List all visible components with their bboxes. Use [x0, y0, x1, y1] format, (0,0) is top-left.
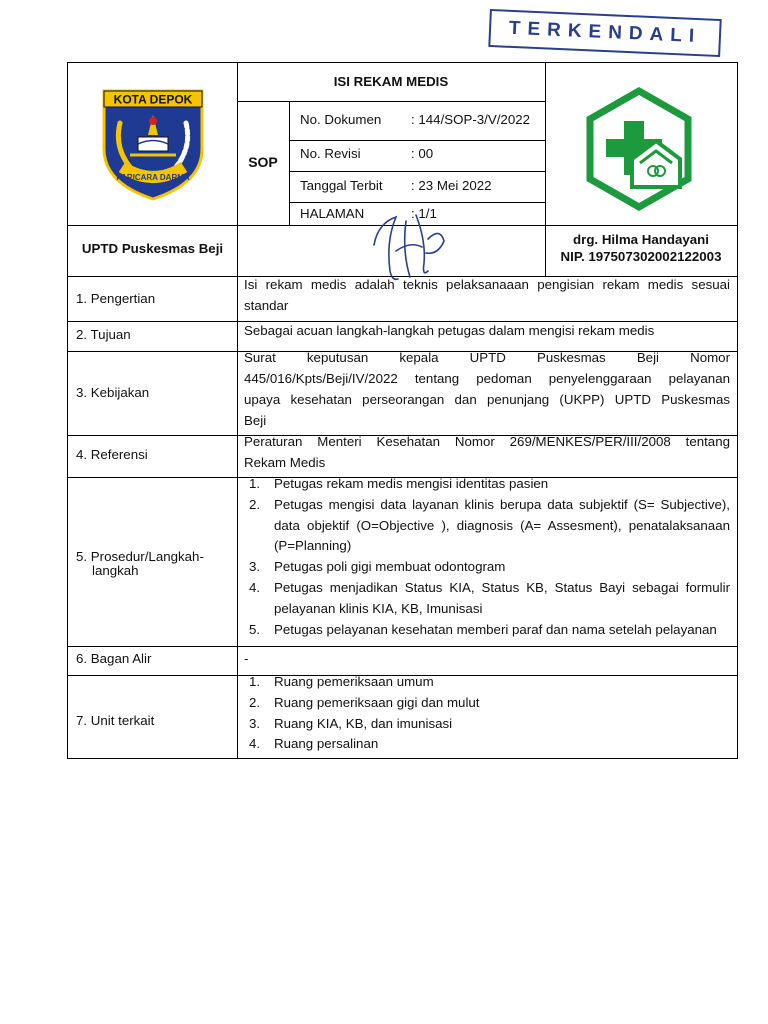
list-item [244, 557, 730, 578]
label-referensi: 4. Referensi [76, 447, 148, 462]
label-tujuan: 2. Tujuan [76, 327, 131, 342]
list-item [244, 474, 730, 495]
text-kebijakan-1: Surat keputusan kepala UPTD Puskesmas Beji Nomor [244, 350, 730, 365]
signer-name: drg. Hilma Handayani [573, 232, 709, 247]
org-name: UPTD Puskesmas Beji [81, 241, 224, 256]
meta-value-halaman: : 1/1 [411, 206, 437, 221]
list-item [244, 578, 730, 620]
text-pengertian: Isi rekam medis adalah teknis pelaksanaaan pengisian rekam medis sesuai [244, 277, 730, 292]
text-pengertian-2: standar [244, 298, 289, 313]
step-text: Petugas menjadikan Status KIA, Status KB, Status Bayi sebagai formulir pelayanan klinis KIA, KB, Imunisasi [274, 579, 730, 616]
step-number: 5. [249, 621, 261, 637]
meta-value-tanggal: : 23 Mei 2022 [411, 178, 492, 193]
list-item [244, 495, 730, 557]
label-prosedur-1: 5. Prosedur/Langkah- [76, 549, 204, 564]
text-referensi-1: Peraturan Menteri Kesehatan Nomor 269/MENKES/PER/III/2008 tentang [244, 434, 730, 449]
step-number: 1. [249, 476, 261, 491]
unit-number: 1. [249, 674, 261, 689]
signature-icon [366, 211, 450, 285]
unit-number: 4. [249, 736, 261, 752]
label-pengertian: 1. Pengertian [76, 291, 156, 306]
puskesmas-logo-icon [584, 87, 694, 211]
text-tujuan: Sebagai acuan langkah-langkah petugas dalam mengisi rekam medis [244, 323, 655, 338]
crest-top-text: KOTA DEPOK [113, 92, 193, 107]
step-text: Petugas mengisi data layanan klinis berupa data subjektif (S= Subjective), data objektif (O=Objective ), diagnosis (A= Assesment), penatalaksanaan (P=Planning) [274, 496, 730, 554]
step-text: Petugas pelayanan kesehatan memberi paraf dan nama setelah pelayanan [274, 621, 717, 637]
label-unit-terkait: 7. Unit terkait [76, 713, 155, 728]
crest-bottom-text: PARICARA DARMA [116, 173, 190, 182]
unit-text: Ruang pemeriksaan gigi dan mulut [274, 694, 480, 710]
text-kebijakan-3: upaya kesehatan perseorangan dan penunjang (UKPP) UPTD Puskesmas [244, 392, 730, 407]
terkendali-stamp [488, 9, 721, 57]
kota-depok-crest-icon [100, 87, 206, 203]
meta-label-halaman: HALAMAN [300, 206, 365, 221]
label-kebijakan: 3. Kebijakan [76, 385, 150, 400]
text-kebijakan-4: Beji [244, 413, 267, 428]
text-referensi-2: Rekam Medis [244, 455, 326, 470]
list-item [244, 714, 730, 735]
list-item [244, 672, 730, 693]
label-prosedur-2: langkah [92, 563, 139, 578]
prosedur-steps [244, 474, 730, 640]
meta-label-dokumen: No. Dokumen [300, 112, 382, 127]
unit-number: 2. [249, 694, 261, 710]
unit-text: Ruang pemeriksaan umum [274, 674, 434, 689]
signer-nip: NIP. 197507302002122003 [560, 249, 722, 264]
step-text: Petugas rekam medis mengisi identitas pasien [274, 476, 549, 491]
step-number: 3. [249, 559, 261, 575]
sop-document [67, 62, 738, 759]
list-item [244, 734, 730, 755]
list-item [244, 620, 730, 641]
meta-label-revisi: No. Revisi [300, 146, 361, 161]
step-text: Petugas poli gigi membuat odontogram [274, 559, 506, 575]
text-bagan-alir: - [244, 651, 249, 666]
text-kebijakan-2: 445/016/Kpts/Beji/IV/2022 tentang pedoman penyelenggaraan pelayanan [244, 371, 730, 386]
stamp-text: TERKENDALI [508, 17, 702, 48]
list-item [244, 693, 730, 714]
meta-value-revisi: : 00 [411, 146, 434, 161]
label-bagan-alir: 6. Bagan Alir [76, 651, 152, 666]
document-title: ISI REKAM MEDIS [333, 74, 449, 89]
meta-value-dokumen: : 144/SOP-3/V/2022 [411, 112, 531, 127]
unit-text: Ruang KIA, KB, dan imunisasi [274, 715, 453, 731]
step-number: 2. [249, 496, 261, 512]
step-number: 4. [249, 579, 261, 595]
meta-label-tanggal: Tanggal Terbit [300, 178, 383, 193]
unit-list [244, 672, 730, 755]
unit-number: 3. [249, 715, 261, 731]
unit-text: Ruang persalinan [274, 736, 379, 752]
sop-label: SOP [248, 154, 278, 170]
